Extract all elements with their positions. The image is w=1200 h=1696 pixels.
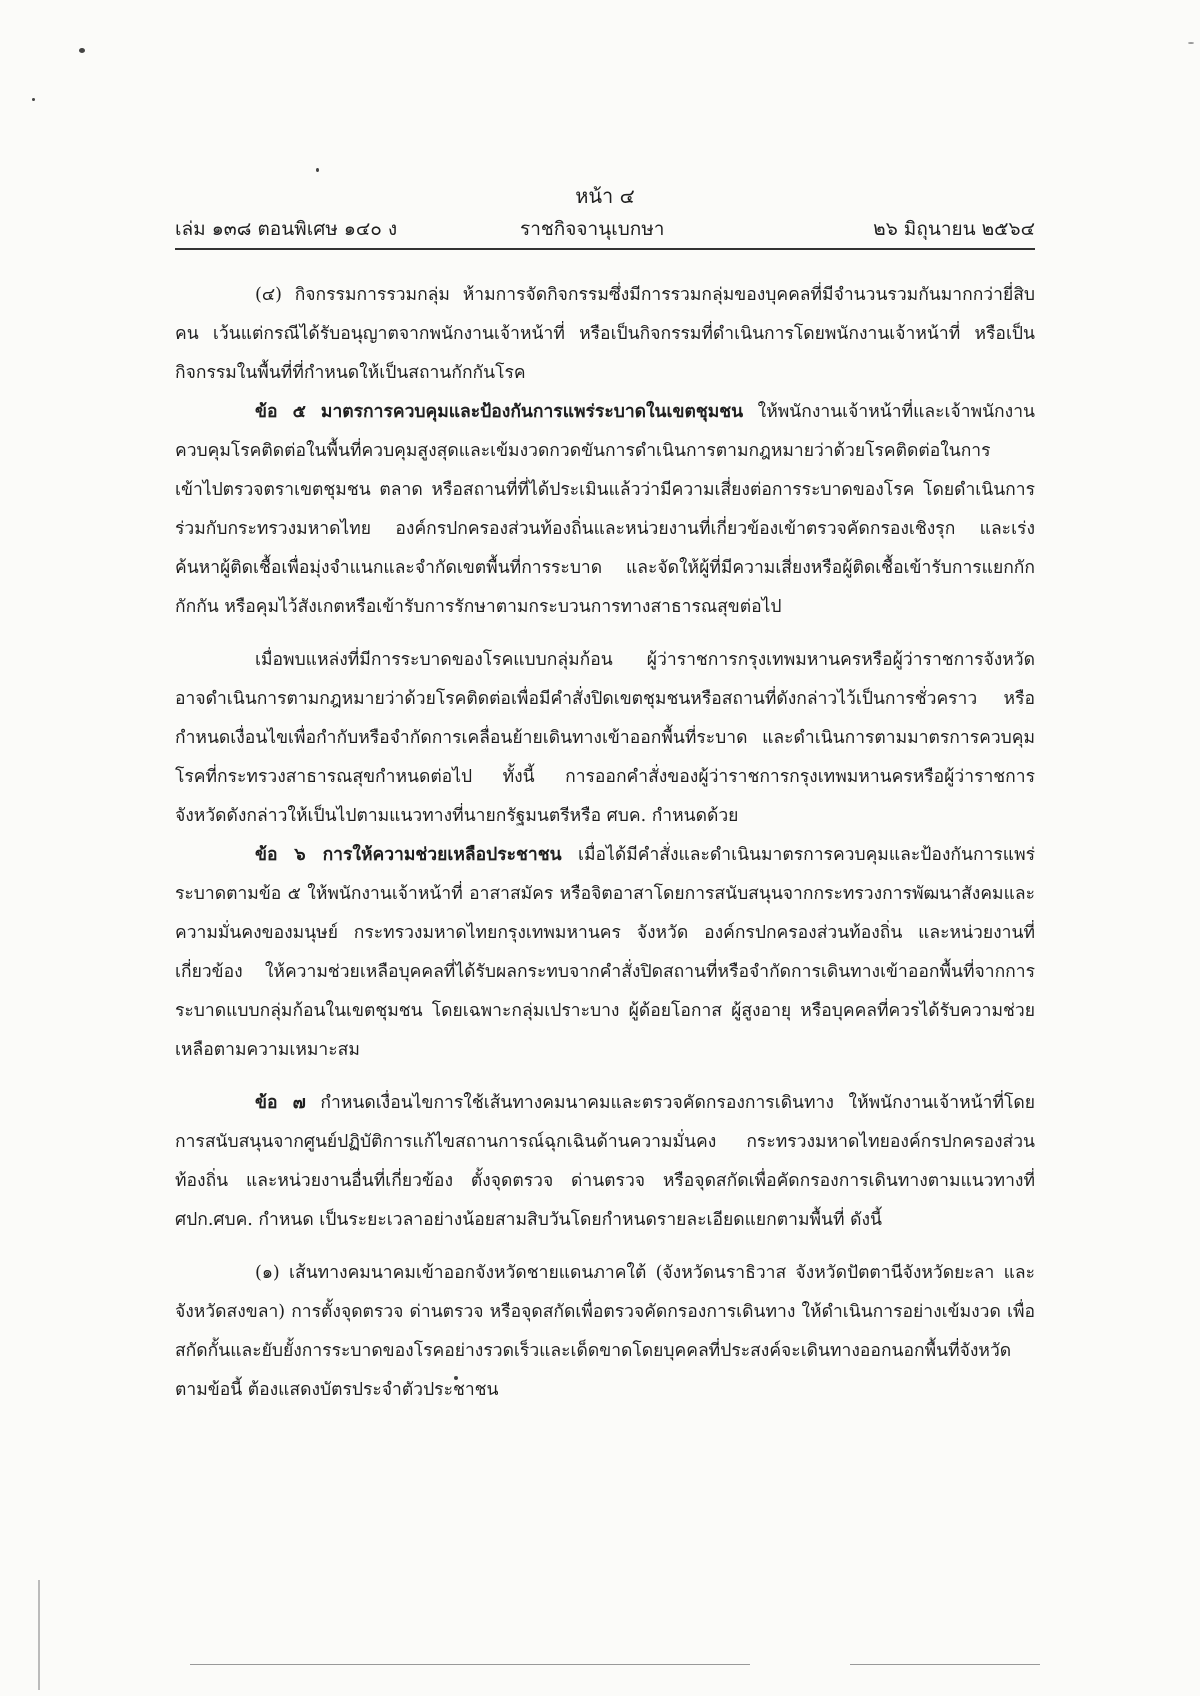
paragraph: เมื่อพบแหล่งที่มีการระบาดของโรคแบบกลุ่มก้อน ผู้ว่าราชการกรุงเทพมหานครหรือผู้ว่าราชการจังหวัดอาจดำเนินการตามกฎหมายว่าด้วยโรคติดต่อเพื่อมีคำสั่งปิดเขตชุมชนหรือสถานที่ดังกล่าวไว้เป็นการชั่วคราว หรือกำหนดเงื่อนไขเพื่อกำกับหรือจำกัดการเคลื่อนย้ายเดินทางเข้าออกพื้นที่ระบาด และดำเนินการตามมาตรการควบคุมโรคที่กระทรวงสาธารณสุขกำหนดต่อไป ทั้งนี้ การออกคำสั่งของผู้ว่าราชการกรุงเทพมหานครหรือผู้ว่าราชการจังหวัดดังกล่าวให้เป็นไปตามแนวทางที่นายกรัฐมนตรีหรือ ศบค. กำหนดด้วย: [175, 650, 1035, 826]
scan-bottom-line: [190, 1664, 750, 1665]
scan-edge-line: [38, 1580, 40, 1690]
scan-bottom-line: [850, 1664, 1040, 1665]
clause-heading: ข้อ ๖ การให้ความช่วยเหลือประชาชน: [255, 845, 562, 865]
paragraph: (๑) เส้นทางคมนาคมเข้าออกจังหวัดชายแดนภาคใต้ (จังหวัดนราธิวาส จังหวัดปัตตานีจังหวัดยะลา และจังหวัดสงขลา) การตั้งจุดตรวจ ด่านตรวจ หรือจุดสกัดเพื่อตรวจคัดกรองการเดินทาง ให้ดำเนินการอย่างเข้มงวด เพื่อสกัดกั้นและยับยั้งการระบาดของโรคอย่างรวดเร็วและเด็ดขาดโดยบุคคลที่ประสงค์จะเดินทางออกนอกพื้นที่จังหวัดตามข้อนี้ ต้องแสดงบัตรประจำตัวประชาชน: [175, 1263, 1035, 1400]
page-header: [175, 180, 1035, 242]
paragraph: (๔) กิจกรรมการรวมกลุ่ม ห้ามการจัดกิจกรรมซึ่งมีการรวมกลุ่มของบุคคลที่มีจำนวนรวมกันมากกว่ายี่สิบคน เว้นแต่กรณีได้รับอนุญาตจากพนักงานเจ้าหน้าที่ หรือเป็นกิจกรรมที่ดำเนินการโดยพนักงานเจ้าหน้าที่ หรือเป็นกิจกรรมในพื้นที่ที่กำหนดให้เป็นสถานกักกันโรค: [175, 285, 1035, 383]
volume-issue: เล่ม ๑๓๘ ตอนพิเศษ ๑๔๐ ง: [175, 218, 398, 240]
scan-speck: [79, 48, 85, 53]
header-rule: [175, 248, 1035, 250]
paragraph: ข้อ ๖ การให้ความช่วยเหลือประชาชน เมื่อได้มีคำสั่งและดำเนินมาตรการควบคุมและป้องกันการแพร่ระบาดตามข้อ ๕ ให้พนักงานเจ้าหน้าที่ อาสาสมัคร หรือจิตอาสาโดยการสนับสนุนจากกระทรวงการพัฒนาสังคมและความมั่นคงของมนุษย์ กระทรวงมหาดไทยกรุงเทพมหานคร จังหวัด องค์กรปกครองส่วนท้องถิ่น และหน่วยงานที่เกี่ยวข้อง ให้ความช่วยเหลือบุคคลที่ได้รับผลกระทบจากคำสั่งปิดสถานที่หรือจำกัดการเดินทางเข้าออกพื้นที่จากการระบาดแบบกลุ่มก้อนในเขตชุมชน โดยเฉพาะกลุ่มเปราะบาง ผู้ด้อยโอกาส ผู้สูงอายุ หรือบุคคลที่ควรได้รับความช่วยเหลือตามความเหมาะสม: [175, 845, 1035, 1060]
publication-date: ๒๖ มิถุนายน ๒๕๖๔: [873, 218, 1035, 240]
clause-heading: ข้อ ๕ มาตรการควบคุมและป้องกันการแพร่ระบาดในเขตชุมชน: [255, 402, 744, 422]
scan-speck: [316, 168, 319, 172]
clause-heading: ข้อ ๗: [255, 1093, 306, 1113]
paragraph: ข้อ ๕ มาตรการควบคุมและป้องกันการแพร่ระบาดในเขตชุมชน ให้พนักงานเจ้าหน้าที่และเจ้าพนักงานควบคุมโรคติดต่อในพื้นที่ควบคุมสูงสุดและเข้มงวดกวดขันการดำเนินการตามกฎหมายว่าด้วยโรคติดต่อในการเข้าไปตรวจตราเขตชุมชน ตลาด หรือสถานที่ที่ได้ประเมินแล้วว่ามีความเสี่ยงต่อการระบาดของโรค โดยดำเนินการร่วมกับกระทรวงมหาดไทย องค์กรปกครองส่วนท้องถิ่นและหน่วยงานที่เกี่ยวข้องเข้าตรวจคัดกรองเชิงรุก และเร่งค้นหาผู้ติดเชื้อเพื่อมุ่งจำแนกและจำกัดเขตพื้นที่การระบาด และจัดให้ผู้ที่มีความเสี่ยงหรือผู้ติดเชื้อเข้ารับการแยกกัก กักกัน หรือคุมไว้สังเกตหรือเข้ารับการรักษาตามกระบวนการทางสาธารณสุขต่อไป: [175, 402, 1035, 617]
gazette-name: ราชกิจจานุเบกษา: [520, 218, 665, 240]
paragraph: ข้อ ๗ กำหนดเงื่อนไขการใช้เส้นทางคมนาคมและตรวจคัดกรองการเดินทาง ให้พนักงานเจ้าหน้าที่โดยการสนับสนุนจากศูนย์ปฏิบัติการแก้ไขสถานการณ์ฉุกเฉินด้านความมั่นคง กระทรวงมหาดไทยองค์กรปกครองส่วนท้องถิ่น และหน่วยงานอื่นที่เกี่ยวข้อง ตั้งจุดตรวจ ด่านตรวจ หรือจุดสกัดเพื่อคัดกรองการเดินทางตามแนวทางที่ ศปก.ศบค. กำหนด เป็นระยะเวลาอย่างน้อยสามสิบวันโดยกำหนดรายละเอียดแยกตามพื้นที่ ดังนี้: [175, 1093, 1035, 1230]
header-row: [175, 208, 1035, 242]
scan-speck: [1188, 42, 1194, 44]
scan-speck: [32, 98, 35, 101]
page-number: หน้า ๔: [575, 184, 635, 208]
body-text: [175, 276, 1035, 1636]
